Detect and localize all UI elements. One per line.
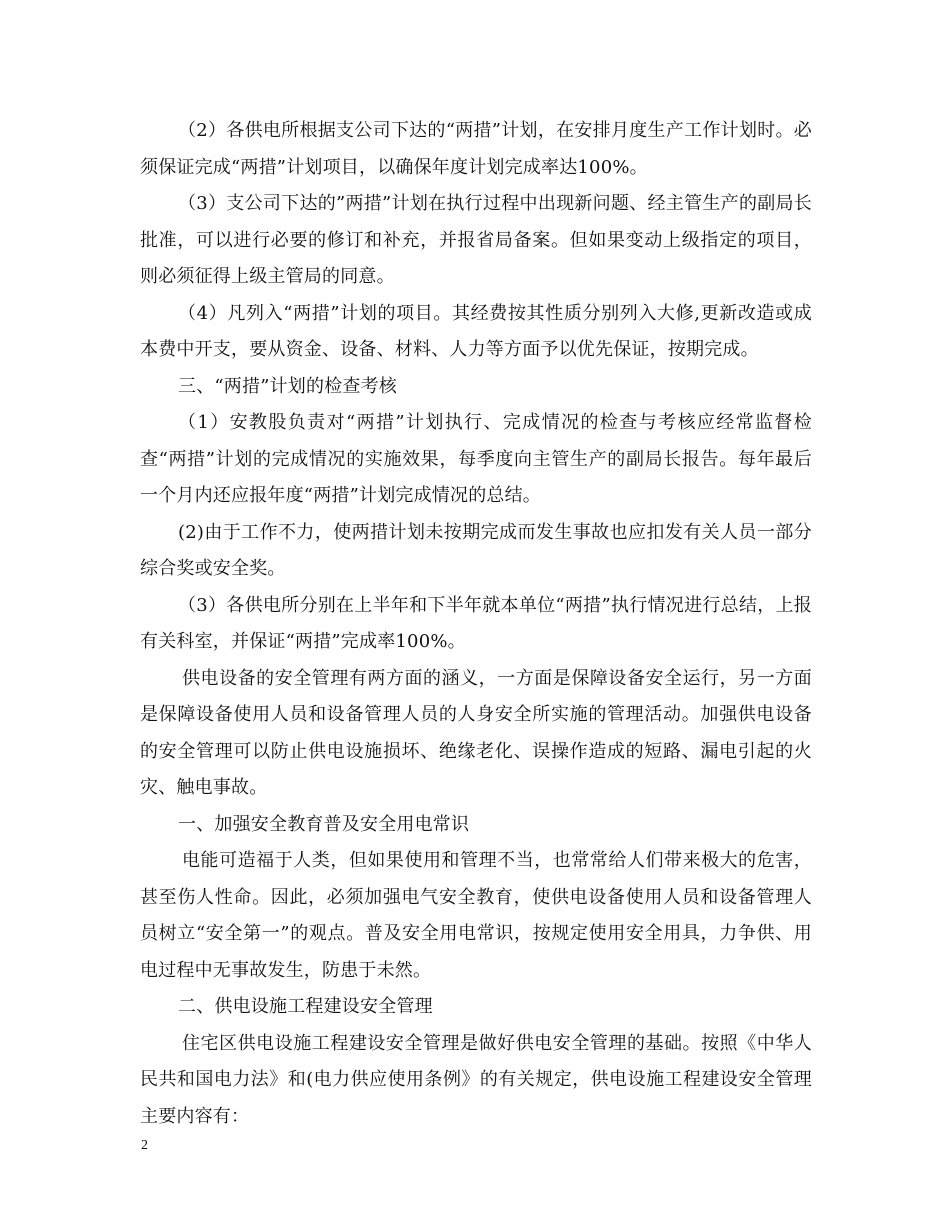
page-number: 2 [141, 1138, 148, 1153]
paragraph: (2)由于工作不力，使两措计划未按期完成而发生事故也应扣发有关人员一部分综合奖或安全奖。 [140, 521, 812, 579]
paragraph: 供电设备的安全管理有两方面的涵义，一方面是保障设备安全运行，另一方面是保障设备使用人员和设备管理人员的人身安全所实施的管理活动。加强供电设备的安全管理可以防止供电设施损坏、绝缘老化、误操作造成的短路、漏电引起的火灾、触电事故。 [140, 667, 812, 798]
paragraph: （1）安教股负责对“两措”计划执行、完成情况的检查与考核应经常监督检查“两措”计划的完成情况的实施效果，每季度向主管生产的副局长报告。每年最后一个月内还应报年度“两措”计划完成情况的总结。 [140, 412, 812, 506]
document-body [140, 113, 812, 1135]
section-heading: 三、“两措”计划的检查考核 [178, 375, 398, 397]
paragraph: （2）各供电所根据支公司下达的“两措”计划，在安排月度生产工作计划时。必须保证完成“两措”计划项目，以确保年度计划完成率达100%。 [140, 120, 812, 178]
section-heading: 二、供电设施工程建设安全管理 [178, 996, 433, 1017]
paragraph: （3）各供电所分别在上半年和下半年就本单位“两措”执行情况进行总结，上报有关科室，并保证“两措”完成率100%。 [140, 594, 812, 652]
paragraph: 住宅区供电设施工程建设安全管理是做好供电安全管理的基础。按照《中华人民共和国电力法》和(电力供应使用条例》的有关规定，供电设施工程建设安全管理主要内容有： [140, 1032, 812, 1127]
section-heading: 一、加强安全教育普及安全用电常识 [178, 813, 470, 835]
paragraph: 电能可造福于人类，但如果使用和管理不当，也常常给人们带来极大的危害，甚至伤人性命。因此，必须加强电气安全教育，使供电设备使用人员和设备管理人员树立“安全第一”的观点。普及安全用电常识，按规定使用安全用具，力争供、用电过程中无事故发生，防患于未然。 [140, 850, 812, 981]
paragraph: （3）支公司下达的”两措”计划在执行过程中出现新问题、经主管生产的副局长批准，可以进行必要的修订和补充，并报省局备案。但如果变动上级指定的项目，则必须征得上级主管局的同意。 [140, 193, 812, 287]
paragraph: （4）凡列入“两措”计划的项目。其经费按其性质分别列入大修,更新改造或成本费中开支，要从资金、设备、材料、人力等方面予以优先保证，按期完成。 [140, 302, 812, 360]
